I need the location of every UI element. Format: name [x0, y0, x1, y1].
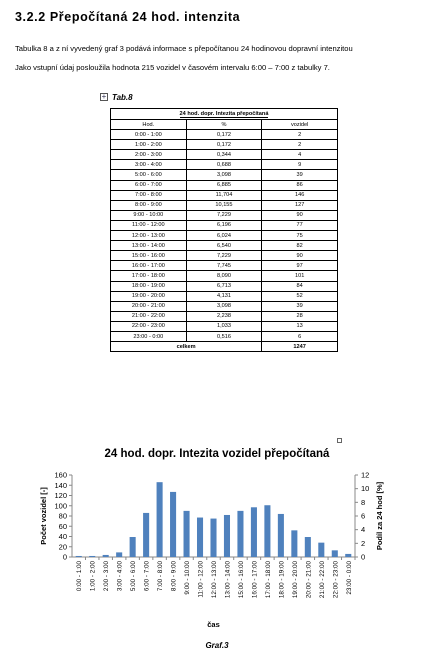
bar	[345, 554, 351, 557]
table-row	[111, 301, 338, 311]
y2-tick-label: 2	[361, 538, 366, 548]
bar	[318, 543, 324, 557]
cell-vehicles: 86	[262, 180, 338, 190]
table-row	[111, 190, 338, 200]
cell-vehicles: 2	[262, 140, 338, 150]
bar	[224, 515, 230, 557]
bar	[237, 511, 243, 557]
paragraph-line-1: Tabulka 8 a z ní vyvedený graf 3 podává informace s přepočítanou 24 hodinovou dopravní intenzitou	[15, 44, 353, 53]
x-tick-label: 21:00 - 22:00	[318, 561, 326, 599]
cell-vehicles: 101	[262, 271, 338, 281]
table-resize-handle[interactable]	[337, 438, 342, 443]
table-row	[111, 311, 338, 321]
table-total-row	[111, 342, 338, 352]
bar	[184, 511, 190, 557]
y-tick-label: 120	[54, 491, 67, 500]
total-value: 1247	[262, 342, 338, 352]
x-axis-title: čas	[207, 620, 220, 629]
cell-vehicles: 82	[262, 241, 338, 251]
x-tick-label: 5:00 - 6:00	[130, 561, 138, 592]
table-row	[111, 281, 338, 291]
column-header-vehicles: vozidel	[262, 120, 338, 130]
cell-hour: 6:00 - 7:00	[111, 180, 187, 190]
chart-caption: Graf.3	[205, 641, 229, 650]
cell-hour: 16:00 - 17:00	[111, 261, 187, 271]
cell-percent: 11,704	[186, 190, 262, 200]
y-tick-label: 100	[54, 501, 67, 511]
cell-hour: 11:00 - 12:00	[111, 220, 187, 230]
bar	[197, 518, 203, 557]
x-tick-label: 2:00 - 3:00	[103, 561, 111, 592]
chart-title: 24 hod. dopr. Intezita vozidel přepočítaná	[104, 448, 330, 460]
cell-vehicles: 39	[262, 301, 338, 311]
cell-vehicles: 28	[262, 311, 338, 321]
cell-vehicles: 90	[262, 210, 338, 220]
cell-percent: 6,885	[186, 180, 262, 190]
table-row	[111, 140, 338, 150]
x-tick-label: 7:00 - 8:00	[157, 561, 165, 592]
cell-hour: 0:00 - 1:00	[111, 130, 187, 140]
cell-hour: 19:00 - 20:00	[111, 291, 187, 301]
cell-percent: 6,713	[186, 281, 262, 291]
cell-hour: 15:00 - 16:00	[111, 251, 187, 261]
y-tick-label: 140	[54, 480, 67, 490]
cell-hour: 20:00 - 21:00	[111, 301, 187, 311]
cell-percent: 0,516	[186, 331, 262, 341]
cell-vehicles: 146	[262, 190, 338, 200]
y2-tick-label: 10	[361, 484, 370, 494]
y2-tick-label: 4	[361, 525, 366, 535]
x-tick-label: 0:00 - 1:00	[76, 561, 84, 592]
bar	[305, 537, 311, 557]
table-row	[111, 210, 338, 220]
cell-percent: 6,540	[186, 241, 262, 251]
cell-percent: 1,033	[186, 321, 262, 331]
table-row	[111, 331, 338, 341]
table-row	[111, 170, 338, 180]
x-tick-label: 17:00 - 18:00	[264, 561, 272, 599]
bar	[143, 513, 149, 557]
cell-percent: 2,238	[186, 311, 262, 321]
cell-vehicles: 2	[262, 130, 338, 140]
y2-tick-label: 12	[361, 470, 370, 480]
x-tick-label: 11:00 - 12:00	[197, 561, 205, 598]
bar	[332, 550, 338, 557]
cell-percent: 7,229	[186, 251, 262, 261]
cell-hour: 2:00 - 3:00	[111, 150, 187, 160]
x-tick-label: 20:00 - 21:00	[305, 561, 313, 599]
y2-tick-label: 0	[361, 552, 366, 562]
column-header-percent: %	[186, 120, 262, 130]
x-tick-label: 23:00 - 0:00	[345, 561, 353, 595]
bar	[264, 505, 270, 557]
x-tick-label: 19:00 - 20:00	[291, 561, 299, 599]
bar-chart	[0, 465, 434, 641]
cell-percent: 4,131	[186, 291, 262, 301]
cell-hour: 5:00 - 6:00	[111, 170, 187, 180]
bar	[278, 514, 284, 557]
cell-percent: 3,098	[186, 170, 262, 180]
cell-percent: 0,344	[186, 150, 262, 160]
cell-vehicles: 9	[262, 160, 338, 170]
x-tick-label: 15:00 - 16:00	[237, 561, 245, 599]
table-title: 24 hod. dopr. Intezita přepočítaná	[179, 111, 269, 117]
cell-percent: 6,024	[186, 231, 262, 241]
y-axis-title: Počet vozidel [-]	[39, 487, 48, 545]
cell-percent: 6,196	[186, 220, 262, 230]
x-tick-label: 3:00 - 4:00	[116, 561, 124, 592]
x-tick-label: 12:00 - 13:00	[211, 561, 218, 599]
traffic-table	[110, 108, 338, 352]
table-row	[111, 261, 338, 271]
cell-hour: 1:00 - 2:00	[111, 140, 187, 150]
x-tick-label: 22:00 - 23:00	[332, 561, 340, 599]
cell-percent: 0,688	[186, 160, 262, 170]
table-title-cell	[111, 109, 338, 120]
x-tick-label: 16:00 - 17:00	[251, 561, 259, 599]
cell-percent: 0,172	[186, 140, 262, 150]
cell-percent: 7,745	[186, 261, 262, 271]
table-row	[111, 241, 338, 251]
cell-hour: 8:00 - 9:00	[111, 200, 187, 210]
y2-tick-label: 6	[361, 511, 366, 521]
cell-hour: 22:00 - 23:00	[111, 321, 187, 331]
x-tick-label: 8:00 - 9:00	[170, 561, 178, 592]
bar	[157, 482, 163, 557]
table-move-handle-icon[interactable]: +	[101, 92, 107, 101]
cell-vehicles: 77	[262, 220, 338, 230]
table-row	[111, 200, 338, 210]
bar	[89, 556, 95, 557]
cell-percent: 3,098	[186, 301, 262, 311]
bar	[170, 492, 176, 557]
table-row	[111, 271, 338, 281]
x-tick-label: 18:00 - 19:00	[278, 561, 286, 599]
table-label: Tab.8	[112, 93, 133, 102]
table-row	[111, 321, 338, 331]
paragraph-line-2: Jako vstupní údaj posloužila hodnota 215 vozidel v časovém intervalu 6:00 – 7:00 z tabulky 7.	[15, 63, 330, 72]
bar	[130, 537, 136, 557]
cell-vehicles: 84	[262, 281, 338, 291]
table-row	[111, 160, 338, 170]
y-tick-label: 60	[58, 521, 67, 531]
cell-percent: 0,172	[186, 130, 262, 140]
cell-percent: 7,229	[186, 210, 262, 220]
table-row	[111, 130, 338, 140]
column-header-hour: Hod.	[111, 120, 187, 130]
y-tick-label: 40	[58, 532, 67, 541]
cell-vehicles: 6	[262, 331, 338, 341]
table-row	[111, 220, 338, 230]
cell-vehicles: 13	[262, 321, 338, 331]
section-heading: 3.2.2 Přepočítaná 24 hod. intenzita	[15, 10, 241, 24]
cell-hour: 18:00 - 19:00	[111, 281, 187, 291]
bar	[291, 530, 297, 557]
cell-vehicles: 97	[262, 261, 338, 271]
bar	[103, 555, 109, 557]
cell-percent: 8,090	[186, 271, 262, 281]
cell-hour: 21:00 - 22:00	[111, 311, 187, 321]
cell-vehicles: 4	[262, 150, 338, 160]
bar	[116, 552, 122, 557]
cell-hour: 17:00 - 18:00	[111, 271, 187, 281]
cell-hour: 3:00 - 4:00	[111, 160, 187, 170]
bar	[251, 507, 257, 557]
cell-hour: 9:00 - 10:00	[111, 210, 187, 220]
cell-vehicles: 39	[262, 170, 338, 180]
y2-tick-label: 8	[361, 497, 366, 507]
y-tick-label: 80	[58, 511, 67, 521]
cell-vehicles: 127	[262, 200, 338, 210]
cell-hour: 23:00 - 0:00	[111, 331, 187, 341]
x-tick-label: 6:00 - 7:00	[143, 561, 151, 592]
cell-vehicles: 75	[262, 231, 338, 241]
cell-hour: 12:00 - 13:00	[111, 231, 187, 241]
table-row	[111, 180, 338, 190]
bar	[76, 556, 82, 557]
cell-percent: 10,155	[186, 200, 262, 210]
x-tick-label: 1:00 - 2:00	[89, 561, 97, 592]
table-row	[111, 251, 338, 261]
y-tick-label: 160	[54, 470, 67, 480]
cell-hour: 7:00 - 8:00	[111, 190, 187, 200]
cell-hour: 13:00 - 14:00	[111, 241, 187, 251]
bar	[210, 519, 216, 557]
table-row	[111, 150, 338, 160]
cell-vehicles: 52	[262, 291, 338, 301]
x-tick-label: 13:00 - 14:00	[224, 561, 232, 599]
y-tick-label: 0	[62, 552, 67, 562]
table-row	[111, 231, 338, 241]
cell-vehicles: 90	[262, 251, 338, 261]
total-label: celkem	[111, 342, 262, 352]
table-row	[111, 291, 338, 301]
y2-axis-title: Podíl za 24 hod [%]	[375, 481, 384, 551]
y-tick-label: 20	[58, 542, 67, 552]
x-tick-label: 9:00 - 10:00	[184, 561, 192, 595]
